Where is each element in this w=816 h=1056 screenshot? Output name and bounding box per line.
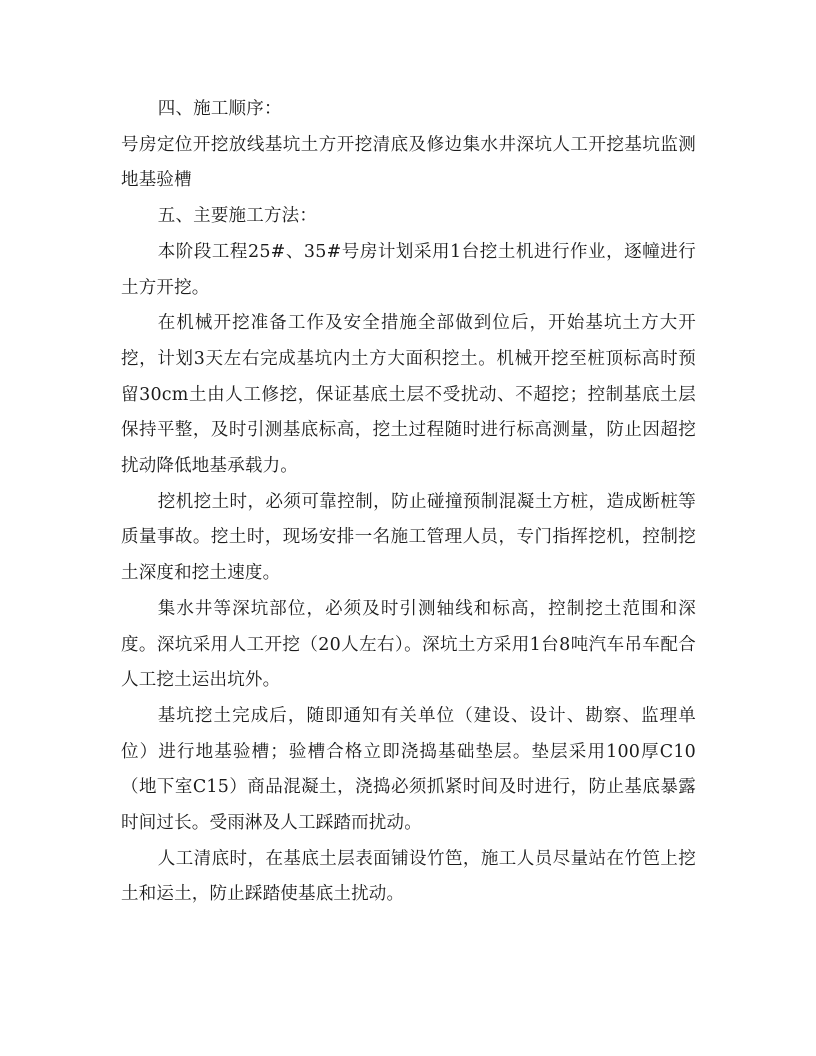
paragraph-sequence-steps: 号房定位开挖放线基坑土方开挖清底及修边集水井深坑人工开挖基坑监测地基验槽 (121, 134, 696, 191)
paragraph-mechanical-excavation: 在机械开挖准备工作及安全措施全部做到位后，开始基坑土方大开挖，计划3天左右完成基坑内土方大面积挖土。机械开挖至桩顶标高时预留30cm土由人工修挖，保证基底土层不受扰动、不超挖；控制基底土层保持平整，及时引测基底标高，挖土过程随时进行标高测量，防止因超挖扰动降低地基承载力。 (121, 313, 696, 477)
paragraph-excavator-plan: 本阶段工程25#、35#号房计划采用1台挖土机进行作业，逐幢进行土方开挖。 (121, 241, 696, 298)
heading-main-methods: 五、主要施工方法： (157, 206, 318, 227)
paragraph-excavator-control: 挖机挖土时，必须可靠控制，防止碰撞预制混凝土方桩，造成断桩等质量事故。挖土时，现场安排一名施工管理人员，专门指挥挖机，控制挖土深度和挖土速度。 (121, 491, 696, 584)
heading-construction-sequence: 四、施工顺序： (157, 99, 282, 119)
document-body (121, 92, 696, 913)
paragraph-manual-clearing: 人工清底时，在基底土层表面铺设竹笆，施工人员尽量站在竹笆上挖土和运土，防止踩踏使基底土扰动。 (121, 848, 696, 905)
paragraph-deep-pit: 集水井等深坑部位，必须及时引测轴线和标高，控制挖土范围和深度。深坑采用人工开挖（20人左右）。深坑土方采用1台8吨汽车吊车配合人工挖土运出坑外。 (121, 598, 696, 691)
paragraph-foundation-inspection: 基坑挖土完成后，随即通知有关单位（建设、设计、勘察、监理单位）进行地基验槽；验槽合格立即浇捣基础垫层。垫层采用100厚C10（地下室C15）商品混凝土，浇捣必须抓紧时间及时进行，防止基底暴露时间过长。受雨淋及人工踩踏而扰动。 (121, 705, 696, 834)
